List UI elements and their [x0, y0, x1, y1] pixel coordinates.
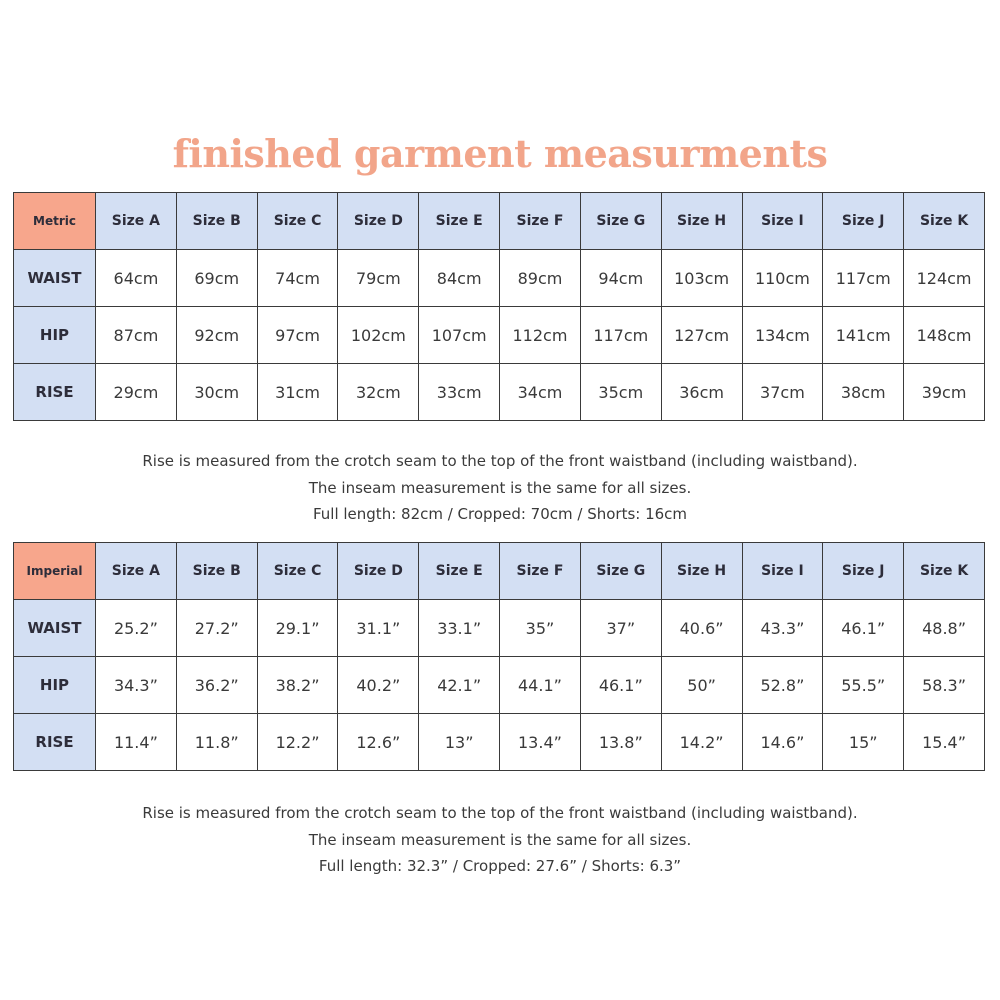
- imperial-notes: [0, 800, 1000, 880]
- table-cell: 35”: [500, 600, 581, 657]
- table-cell: 50”: [661, 657, 742, 714]
- size-header: Size A: [96, 543, 177, 600]
- table-cell: 117cm: [580, 307, 661, 364]
- table-cell: 42.1”: [419, 657, 500, 714]
- table-cell: 31cm: [257, 364, 338, 421]
- header-row: [14, 193, 985, 250]
- table-cell: 11.4”: [96, 714, 177, 771]
- table-cell: 127cm: [661, 307, 742, 364]
- table-cell: 79cm: [338, 250, 419, 307]
- table-cell: 27.2”: [176, 600, 257, 657]
- size-header: Size B: [176, 543, 257, 600]
- table-row-hip: [14, 307, 985, 364]
- table-cell: 29cm: [96, 364, 177, 421]
- table-cell: 29.1”: [257, 600, 338, 657]
- size-header: Size I: [742, 543, 823, 600]
- imperial-label: Imperial: [14, 543, 96, 600]
- table-cell: 52.8”: [742, 657, 823, 714]
- size-header: Size E: [419, 193, 500, 250]
- table-cell: 124cm: [904, 250, 985, 307]
- table-cell: 107cm: [419, 307, 500, 364]
- size-header: Size E: [419, 543, 500, 600]
- size-header: Size I: [742, 193, 823, 250]
- table-cell: 103cm: [661, 250, 742, 307]
- table-cell: 110cm: [742, 250, 823, 307]
- table-cell: 94cm: [580, 250, 661, 307]
- table-cell: 33.1”: [419, 600, 500, 657]
- table-cell: 14.6”: [742, 714, 823, 771]
- note-line: Full length: 32.3” / Cropped: 27.6” / Shorts: 6.3”: [318, 857, 682, 875]
- table-row-hip: [14, 657, 985, 714]
- table-cell: 46.1”: [823, 600, 904, 657]
- metric-table: [13, 192, 985, 421]
- size-header: Size D: [338, 543, 419, 600]
- table-cell: 38.2”: [257, 657, 338, 714]
- table-cell: 15.4”: [904, 714, 985, 771]
- metric-label: Metric: [14, 193, 96, 250]
- row-label: RISE: [14, 714, 96, 771]
- table-cell: 33cm: [419, 364, 500, 421]
- row-label: HIP: [14, 657, 96, 714]
- table-cell: 112cm: [500, 307, 581, 364]
- size-header: Size G: [580, 543, 661, 600]
- table-cell: 39cm: [904, 364, 985, 421]
- metric-notes: [0, 448, 1000, 528]
- size-header: Size B: [176, 193, 257, 250]
- table-cell: 37cm: [742, 364, 823, 421]
- note-line: The inseam measurement is the same for all sizes.: [308, 830, 692, 849]
- size-header: Size D: [338, 193, 419, 250]
- table-cell: 148cm: [904, 307, 985, 364]
- size-header: Size F: [500, 543, 581, 600]
- note-line: Rise is measured from the crotch seam to the top of the front waistband (including waistband).: [142, 804, 858, 822]
- table-row-rise: [14, 364, 985, 421]
- table-cell: 40.2”: [338, 657, 419, 714]
- table-cell: 58.3”: [904, 657, 985, 714]
- table-cell: 14.2”: [661, 714, 742, 771]
- size-header: Size H: [661, 193, 742, 250]
- table-cell: 84cm: [419, 250, 500, 307]
- table-cell: 36.2”: [176, 657, 257, 714]
- table-cell: 37”: [580, 600, 661, 657]
- size-header: Size G: [580, 193, 661, 250]
- imperial-table: [13, 542, 985, 771]
- note-line: The inseam measurement is the same for all sizes.: [308, 478, 692, 497]
- note-line: Full length: 82cm / Cropped: 70cm / Shorts: 16cm: [312, 505, 688, 523]
- table-cell: 46.1”: [580, 657, 661, 714]
- table-cell: 13.8”: [580, 714, 661, 771]
- table-cell: 87cm: [96, 307, 177, 364]
- table-cell: 134cm: [742, 307, 823, 364]
- table-cell: 92cm: [176, 307, 257, 364]
- table-cell: 34cm: [500, 364, 581, 421]
- table-cell: 15”: [823, 714, 904, 771]
- table-cell: 89cm: [500, 250, 581, 307]
- table-cell: 102cm: [338, 307, 419, 364]
- table-cell: 12.2”: [257, 714, 338, 771]
- table-cell: 32cm: [338, 364, 419, 421]
- table-cell: 13”: [419, 714, 500, 771]
- table-cell: 40.6”: [661, 600, 742, 657]
- table-cell: 35cm: [580, 364, 661, 421]
- table-cell: 34.3”: [96, 657, 177, 714]
- table-cell: 74cm: [257, 250, 338, 307]
- page-title: finished garment measurments: [172, 131, 828, 176]
- size-header: Size A: [96, 193, 177, 250]
- table-cell: 69cm: [176, 250, 257, 307]
- table-row-waist: [14, 250, 985, 307]
- row-label: HIP: [14, 307, 96, 364]
- size-header: Size J: [823, 543, 904, 600]
- size-header: Size K: [904, 193, 985, 250]
- table-cell: 38cm: [823, 364, 904, 421]
- table-row-waist: [14, 600, 985, 657]
- header-row: [14, 543, 985, 600]
- table-cell: 44.1”: [500, 657, 581, 714]
- size-header: Size K: [904, 543, 985, 600]
- size-header: Size H: [661, 543, 742, 600]
- table-cell: 97cm: [257, 307, 338, 364]
- size-header: Size C: [257, 193, 338, 250]
- table-cell: 11.8”: [176, 714, 257, 771]
- size-header: Size F: [500, 193, 581, 250]
- size-header: Size C: [257, 543, 338, 600]
- table-cell: 30cm: [176, 364, 257, 421]
- table-cell: 117cm: [823, 250, 904, 307]
- table-cell: 55.5”: [823, 657, 904, 714]
- note-line: Rise is measured from the crotch seam to the top of the front waistband (including waistband).: [142, 452, 858, 470]
- table-row-rise: [14, 714, 985, 771]
- table-cell: 48.8”: [904, 600, 985, 657]
- row-label: RISE: [14, 364, 96, 421]
- table-cell: 141cm: [823, 307, 904, 364]
- row-label: WAIST: [14, 250, 96, 307]
- table-cell: 43.3”: [742, 600, 823, 657]
- table-cell: 64cm: [96, 250, 177, 307]
- table-cell: 31.1”: [338, 600, 419, 657]
- table-cell: 13.4”: [500, 714, 581, 771]
- table-cell: 12.6”: [338, 714, 419, 771]
- table-cell: 25.2”: [96, 600, 177, 657]
- size-header: Size J: [823, 193, 904, 250]
- row-label: WAIST: [14, 600, 96, 657]
- table-cell: 36cm: [661, 364, 742, 421]
